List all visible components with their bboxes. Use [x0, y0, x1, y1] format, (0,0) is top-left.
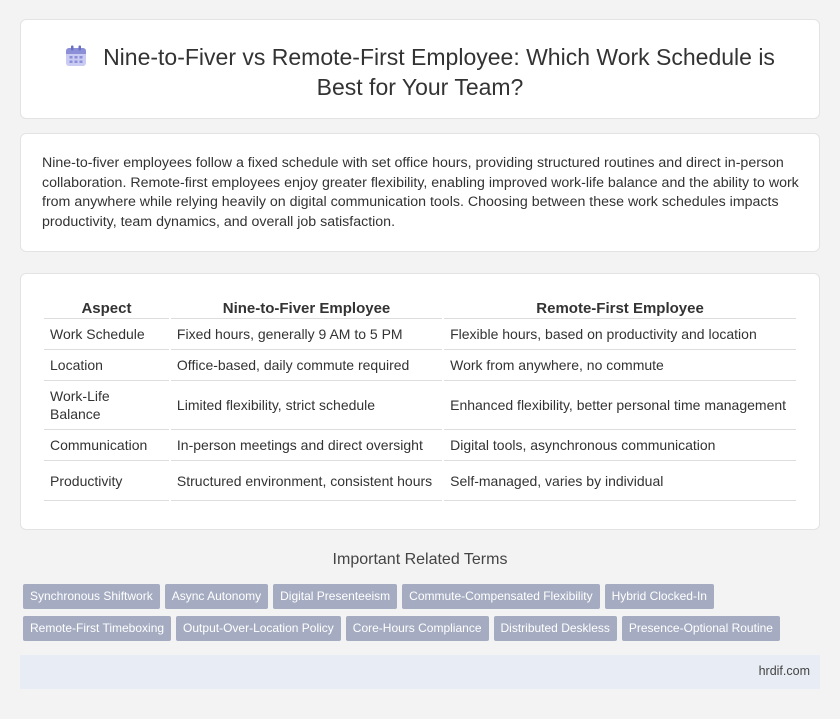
tag-remote-first-timeboxing[interactable]: Remote-First Timeboxing [23, 616, 171, 641]
cell-aspect: Productivity [44, 461, 169, 501]
comparison-card [20, 273, 820, 530]
table-row [44, 461, 796, 501]
tag-synchronous-shiftwork[interactable]: Synchronous Shiftwork [23, 584, 160, 609]
cell-remote-first: Flexible hours, based on productivity and location [444, 319, 796, 350]
tag-row [23, 584, 823, 616]
header-aspect: Aspect [44, 295, 169, 319]
tag-distributed-deskless[interactable]: Distributed Deskless [494, 616, 617, 641]
cell-nine-to-fiver: Structured environment, consistent hours [171, 461, 442, 501]
cell-nine-to-fiver: Office-based, daily commute required [171, 350, 442, 381]
tag-hybrid-clocked-in[interactable]: Hybrid Clocked-In [605, 584, 714, 609]
related-terms-heading: Important Related Terms [332, 551, 508, 568]
table-row [44, 350, 796, 381]
tag-async-autonomy[interactable]: Async Autonomy [165, 584, 268, 609]
cell-remote-first: Enhanced flexibility, better personal time management [444, 381, 796, 430]
page-title-wrap [51, 42, 789, 102]
intro-card [20, 133, 820, 252]
cell-aspect: Work Schedule [44, 319, 169, 350]
table-row [44, 430, 796, 461]
cell-remote-first: Self-managed, varies by individual [444, 461, 796, 501]
table-row [44, 319, 796, 350]
calendar-icon [65, 45, 87, 67]
table-header-row [44, 295, 796, 319]
cell-aspect: Location [44, 350, 169, 381]
header-remote-first: Remote-First Employee [444, 295, 796, 319]
footer [20, 655, 820, 689]
tag-presence-optional-routine[interactable]: Presence-Optional Routine [622, 616, 780, 641]
header-nine-to-fiver: Nine-to-Fiver Employee [171, 295, 442, 319]
title-card [20, 19, 820, 119]
footer-site-link[interactable]: hrdif.com [758, 664, 810, 678]
tag-core-hours-compliance[interactable]: Core-Hours Compliance [346, 616, 489, 641]
intro-paragraph: Nine-to-fiver employees follow a fixed schedule with set office hours, providing structured routines and direct in-person collaboration. Remote-first employees enjoy greater flexibility, enabling improved work-life balance and the ability to work from anywhere while relying heavily on digital communication tools. Choosing between these work schedules impacts productivity, team dynamics, and overall job satisfaction. [42, 155, 799, 230]
comparison-table [42, 295, 798, 501]
tag-commute-compensated-flexibility[interactable]: Commute-Compensated Flexibility [402, 584, 599, 609]
cell-aspect: Work-Life Balance [44, 381, 169, 430]
page-title: Nine-to-Fiver vs Remote-First Employee: Which Work Schedule is Best for Your Team? [103, 44, 775, 100]
cell-aspect: Communication [44, 430, 169, 461]
cell-nine-to-fiver: Fixed hours, generally 9 AM to 5 PM [171, 319, 442, 350]
related-terms-tags [23, 584, 823, 648]
cell-remote-first: Work from anywhere, no commute [444, 350, 796, 381]
table-row [44, 381, 796, 430]
cell-nine-to-fiver: Limited flexibility, strict schedule [171, 381, 442, 430]
tag-row [23, 616, 823, 648]
cell-remote-first: Digital tools, asynchronous communication [444, 430, 796, 461]
tag-output-over-location-policy[interactable]: Output-Over-Location Policy [176, 616, 341, 641]
cell-nine-to-fiver: In-person meetings and direct oversight [171, 430, 442, 461]
tag-digital-presenteeism[interactable]: Digital Presenteeism [273, 584, 397, 609]
